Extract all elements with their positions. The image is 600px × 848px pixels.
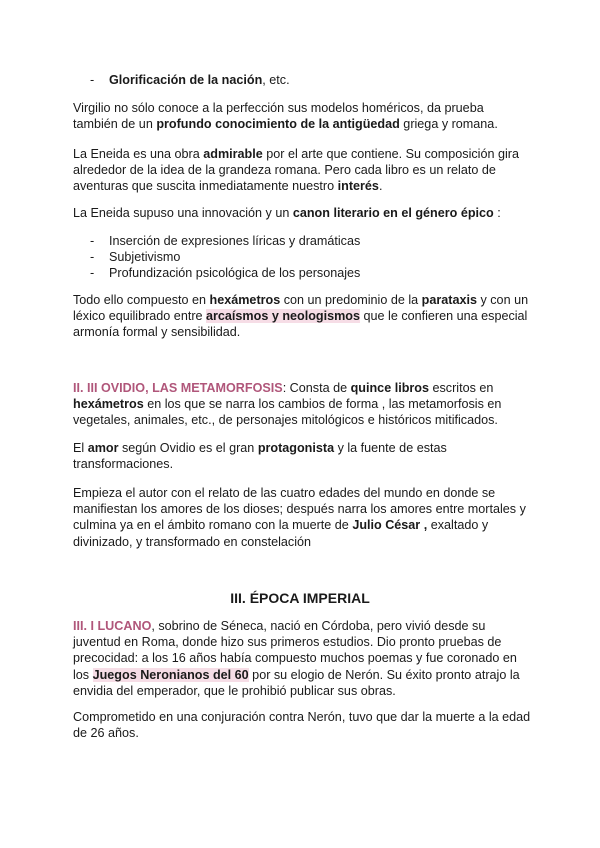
list-item <box>73 265 531 281</box>
bold-text: Julio César , <box>352 518 428 533</box>
paragraph-eneida-innovacion <box>73 205 531 221</box>
text: por su elogio de Nerón. Su éxito pronto atrajo la envidia del emperador, que le prohibió publicar sus obras. <box>73 667 520 698</box>
bullet-dash: - <box>90 234 95 248</box>
text: Todo ello compuesto en <box>73 293 210 307</box>
list-item <box>73 249 531 265</box>
text: , sobrino de Séneca, nació en Córdoba, pero vivió desde su juventud en Roma, donde hizo sus primeros estudios. Dio pronto pruebas de precocidad: a los 16 años había compuesto muchos poemas y fue coronado en los <box>73 619 517 682</box>
text: exaltado y divinizado, y transformado en constelación <box>73 518 489 549</box>
bold-text: canon literario en el género épico <box>292 206 494 220</box>
text: . <box>378 179 383 194</box>
text: por el arte que contiene. Su composición gira alrededor de la idea de la grandeza romana. Pero cada libro es un relato de aventuras que suscita inmediatamente nuestro <box>73 147 519 194</box>
text: Virgilio no sólo conoce a la perfección sus modelos homéricos, da prueba también de un <box>73 101 484 132</box>
text: El <box>73 441 88 455</box>
list-item-text: Inserción de expresiones líricas y dramáticas <box>109 234 361 248</box>
text: Comprometido en una conjuración contra Nerón, tuvo que dar la muerte a la edad de 26 años. <box>73 710 531 741</box>
list-item-text: Profundización psicológica de los personajes <box>109 266 361 281</box>
text: griega y romana. <box>399 117 498 132</box>
text: La Eneida supuso una innovación y un <box>73 206 293 220</box>
bullet-dash: - <box>90 73 95 87</box>
paragraph-lucano <box>73 618 531 699</box>
text: con un predominio de la <box>280 293 422 307</box>
paragraph-cuatro-edades <box>73 485 531 550</box>
paragraph-hexametros <box>73 292 531 341</box>
paragraph-conjuracion <box>73 709 531 741</box>
bold-text: Glorificación de la nación <box>109 73 263 87</box>
text: y la fuente de estas transformaciones. <box>73 441 447 472</box>
paragraph-ovidio <box>73 380 531 429</box>
text: La Eneida es una obra <box>73 147 204 161</box>
bold-text: amor <box>87 441 119 455</box>
text: que le confieren una especial armonía formal y sensibilidad. <box>73 309 528 340</box>
bullet-dash: - <box>90 266 95 281</box>
section-title: III. ÉPOCA IMPERIAL <box>230 590 370 606</box>
paragraph-virgilio-modelos <box>73 100 531 132</box>
text: en los que se narra los cambios de forma , las metamorfosis en vegetales, animales, etc., de personajes mitológicos e históricos mitificados. <box>73 397 502 428</box>
paragraph-eneida-admirable <box>73 146 531 195</box>
list-item-text: Subjetivismo <box>109 250 181 265</box>
bold-text: quince libros <box>350 381 429 395</box>
bold-text: protagonista <box>257 441 335 455</box>
bullet-dash: - <box>90 250 95 265</box>
innovation-list <box>73 233 531 282</box>
highlighted-bold-text: arcaísmos y neologismos <box>206 309 361 324</box>
text: , etc. <box>262 73 290 87</box>
section-heading-ovidio: II. III OVIDIO, LAS METAMORFOSIS <box>73 381 283 395</box>
text: y con un léxico equilibrado entre <box>73 293 529 324</box>
list-item <box>73 233 531 249</box>
text: Empieza el autor con el relato de las cuatro edades del mundo en donde se manifiestan los amores de los dioses; después narra los amores entre mortales y culmina ya en el ámbito romano con la muerte de <box>73 486 526 533</box>
bold-text: admirable <box>203 147 263 161</box>
section-heading-lucano: III. I LUCANO <box>73 619 152 633</box>
text: : Consta de <box>282 381 351 395</box>
highlighted-bold-text: Juegos Neronianos del 60 <box>92 667 249 682</box>
bold-text: interés <box>337 179 379 194</box>
bullet-glorificacion <box>73 72 531 88</box>
bold-text: parataxis <box>421 293 477 307</box>
text: : <box>493 206 501 220</box>
text: según Ovidio es el gran <box>118 441 258 455</box>
bold-text: hexámetros <box>73 397 144 412</box>
bold-text: profundo conocimiento de la antigüedad <box>156 117 400 132</box>
paragraph-amor <box>73 440 531 472</box>
text: escritos en <box>428 381 494 395</box>
bold-text: hexámetros <box>209 293 281 307</box>
